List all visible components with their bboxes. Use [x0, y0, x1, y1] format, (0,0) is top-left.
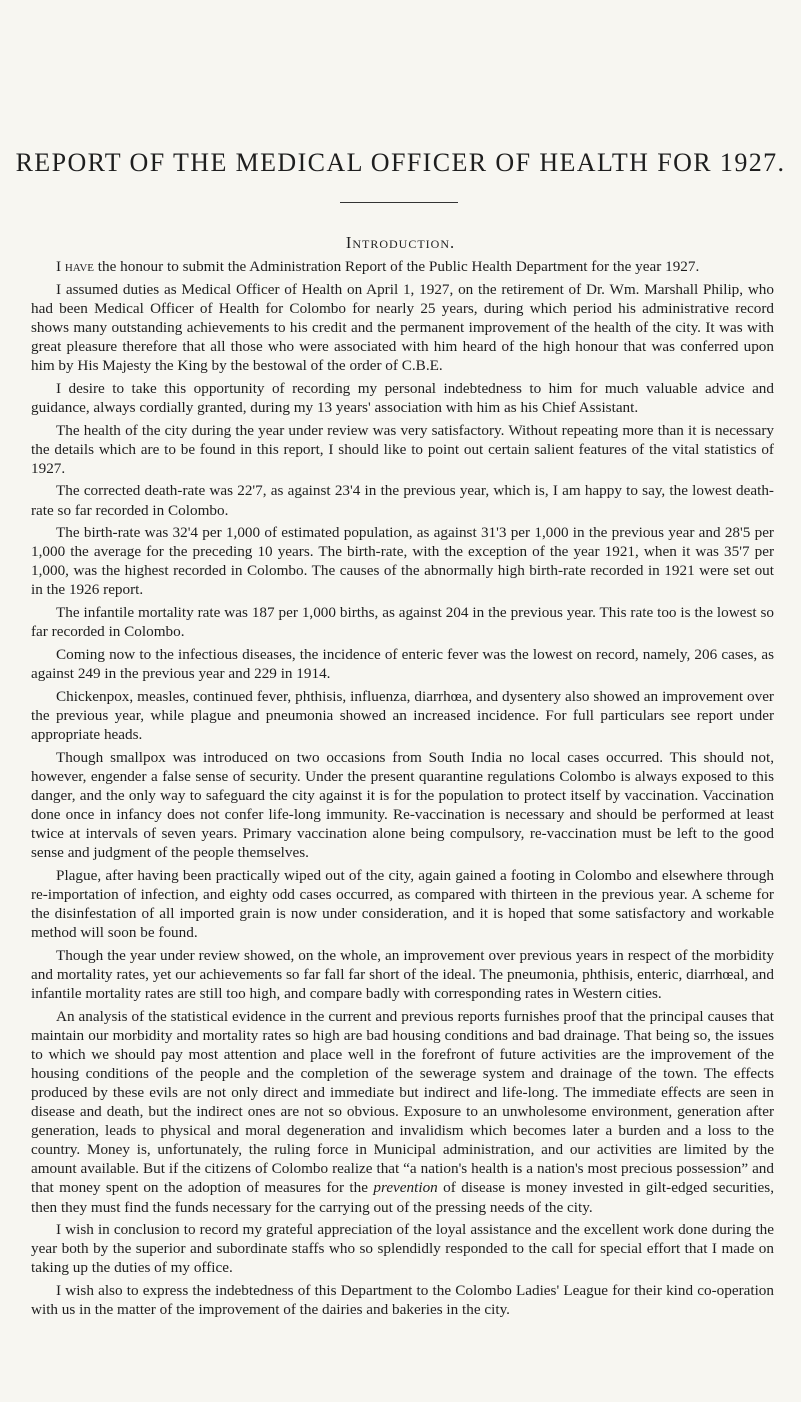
paragraph-11: Plague, after having been practically wiped out of the city, again gained a footing in Colombo and elsewhere through re-importation of infection, and eighty odd cases occurred, as compared with thirteen in the previous year. A scheme for the disinfestation of all imported grain is now under consideration, and it is hoped that some satisfactory and workable method will soon be found.: [31, 866, 774, 942]
paragraph-6: The birth-rate was 32'4 per 1,000 of estimated population, as against 31'3 per 1,000 in the previous year and 28'5 per 1,000 the average for the preceding 10 years. The birth-rate, with the exception of the year 1921, when it was 35'7 per 1,000, was the highest recorded in Colombo. The causes of the abnormally high birth-rate recorded in 1921 were set out in the 1926 report.: [31, 524, 774, 599]
paragraph-12: Though the year under review showed, on the whole, an improvement over previous years in respect of the morbidity and mortality rates, yet our achievements so far fall far short of the ideal. The pneumonia, phthisis, enteric, diarrhœal, and infantile mortality rates are still too high, and compare badly with corresponding rates in Western cities.: [31, 946, 774, 1002]
paragraph-10: Though smallpox was introduced on two occasions from South India no local cases occurred. This should not, however, engender a false sense of security. Under the present quarantine regulations Colombo is always exposed to this danger, and the only way to safeguard the city against it is for the population to protect itself by vaccination. Vaccination done once in infancy does not confer life-long immunity. Re-vaccination is necessary and should be performed at least twice at intervals of seven years. Primary vaccination alone being compulsory, re-vaccination must be left to the good sense and judgment of the people themselves.: [31, 748, 774, 862]
paragraph-13: [31, 1007, 774, 1217]
paragraph-1-rest: the honour to submit the Administration Report of the Public Health Department for the year 1927.: [94, 258, 700, 275]
title-rule: [340, 202, 458, 203]
paragraph-1: [31, 257, 774, 276]
paragraph-13-after: of disease is money invested in gilt-edged securities, then they must find the funds necessary for the carrying out of the pressing needs of the city.: [31, 1179, 774, 1216]
paragraph-13-emphasis: prevention: [373, 1179, 438, 1197]
paragraph-3: I desire to take this opportunity of recording my personal indebtedness to him for much valuable advice and guidance, always cordially granted, during my 13 years' association with him as his Chief Assistant.: [31, 379, 774, 416]
paragraph-14: I wish in conclusion to record my grateful appreciation of the loyal assistance and the excellent work done during the year both by the superior and subordinate staffs who so splendidly responded to the call for special effort that I made on taking up the duties of my office.: [31, 1221, 774, 1277]
paragraph-4: The health of the city during the year under review was very satisfactory. Without repeating more than it is necessary the details which are to be found in this report, I should like to point out certain salient features of the vital statistics of 1927.: [31, 421, 774, 477]
report-title: REPORT OF THE MEDICAL OFFICER OF HEALTH FOR 1927.: [15, 148, 786, 177]
section-heading-introduction: Introduction.: [345, 233, 456, 252]
paragraph-13-before: An analysis of the statistical evidence in the current and previous reports furnishes proof that the principal causes that maintain our morbidity and mortality rates so high are bad housing conditions and bad drainage. That being so, the issues to which we should pay most attention and place well in the forefront of future activities are the improvement of the housing conditions of the people and the completion of the sewerage system and drainage of the town. The effects produced by these evils are not only direct and immediate but indirect and life-long. The immediate effects are seen in disease and death, but the indirect ones are not so obvious. Exposure to an unwholesome environment, generation after generation, leads to physical and moral degeneration and invalidism which becomes later a burden and a loss to the country. Money is, unfortunately, the ruling force in Municipal administration, and our activities are limited by the amount available. But if the citizens of Colombo realize that “a nation's health is a nation's most precious possession” and that money spent on the adoption of measures for the: [31, 1007, 774, 1197]
paragraph-1-lead: I have: [56, 258, 94, 275]
paragraph-9: Chickenpox, measles, continued fever, phthisis, influenza, diarrhœa, and dysentery also showed an improvement over the previous year, while plague and pneumonia showed an increased incidence. For full particulars see report under appropriate heads.: [31, 687, 774, 743]
paragraph-2: I assumed duties as Medical Officer of Health on April 1, 1927, on the retirement of Dr. Wm. Marshall Philip, who had been Medical Officer of Health for Colombo for nearly 25 years, during which period his administrative record shows many outstanding achievements to his credit and the permanent improvement of the health of the city. It was with great pleasure therefore that all those who were associated with him heard of the high honour that was conferred upon him by His Majesty the King by the bestowal of the order of C.B.E.: [31, 280, 774, 375]
paragraph-7: The infantile mortality rate was 187 per 1,000 births, as against 204 in the previous year. This rate too is the lowest so far recorded in Colombo.: [31, 604, 774, 641]
paragraph-5: The corrected death-rate was 22'7, as against 23'4 in the previous year, which is, I am happy to say, the lowest death-rate so far recorded in Colombo.: [31, 482, 774, 519]
paragraph-8: Coming now to the infectious diseases, the incidence of enteric fever was the lowest on record, namely, 206 cases, as against 249 in the previous year and 229 in 1914.: [31, 645, 774, 683]
introduction-body: [31, 257, 774, 1323]
paragraph-15: I wish also to express the indebtedness of this Department to the Colombo Ladies' League for their kind co-operation with us in the matter of the improvement of the dairies and bakeries in the city.: [31, 1282, 774, 1319]
